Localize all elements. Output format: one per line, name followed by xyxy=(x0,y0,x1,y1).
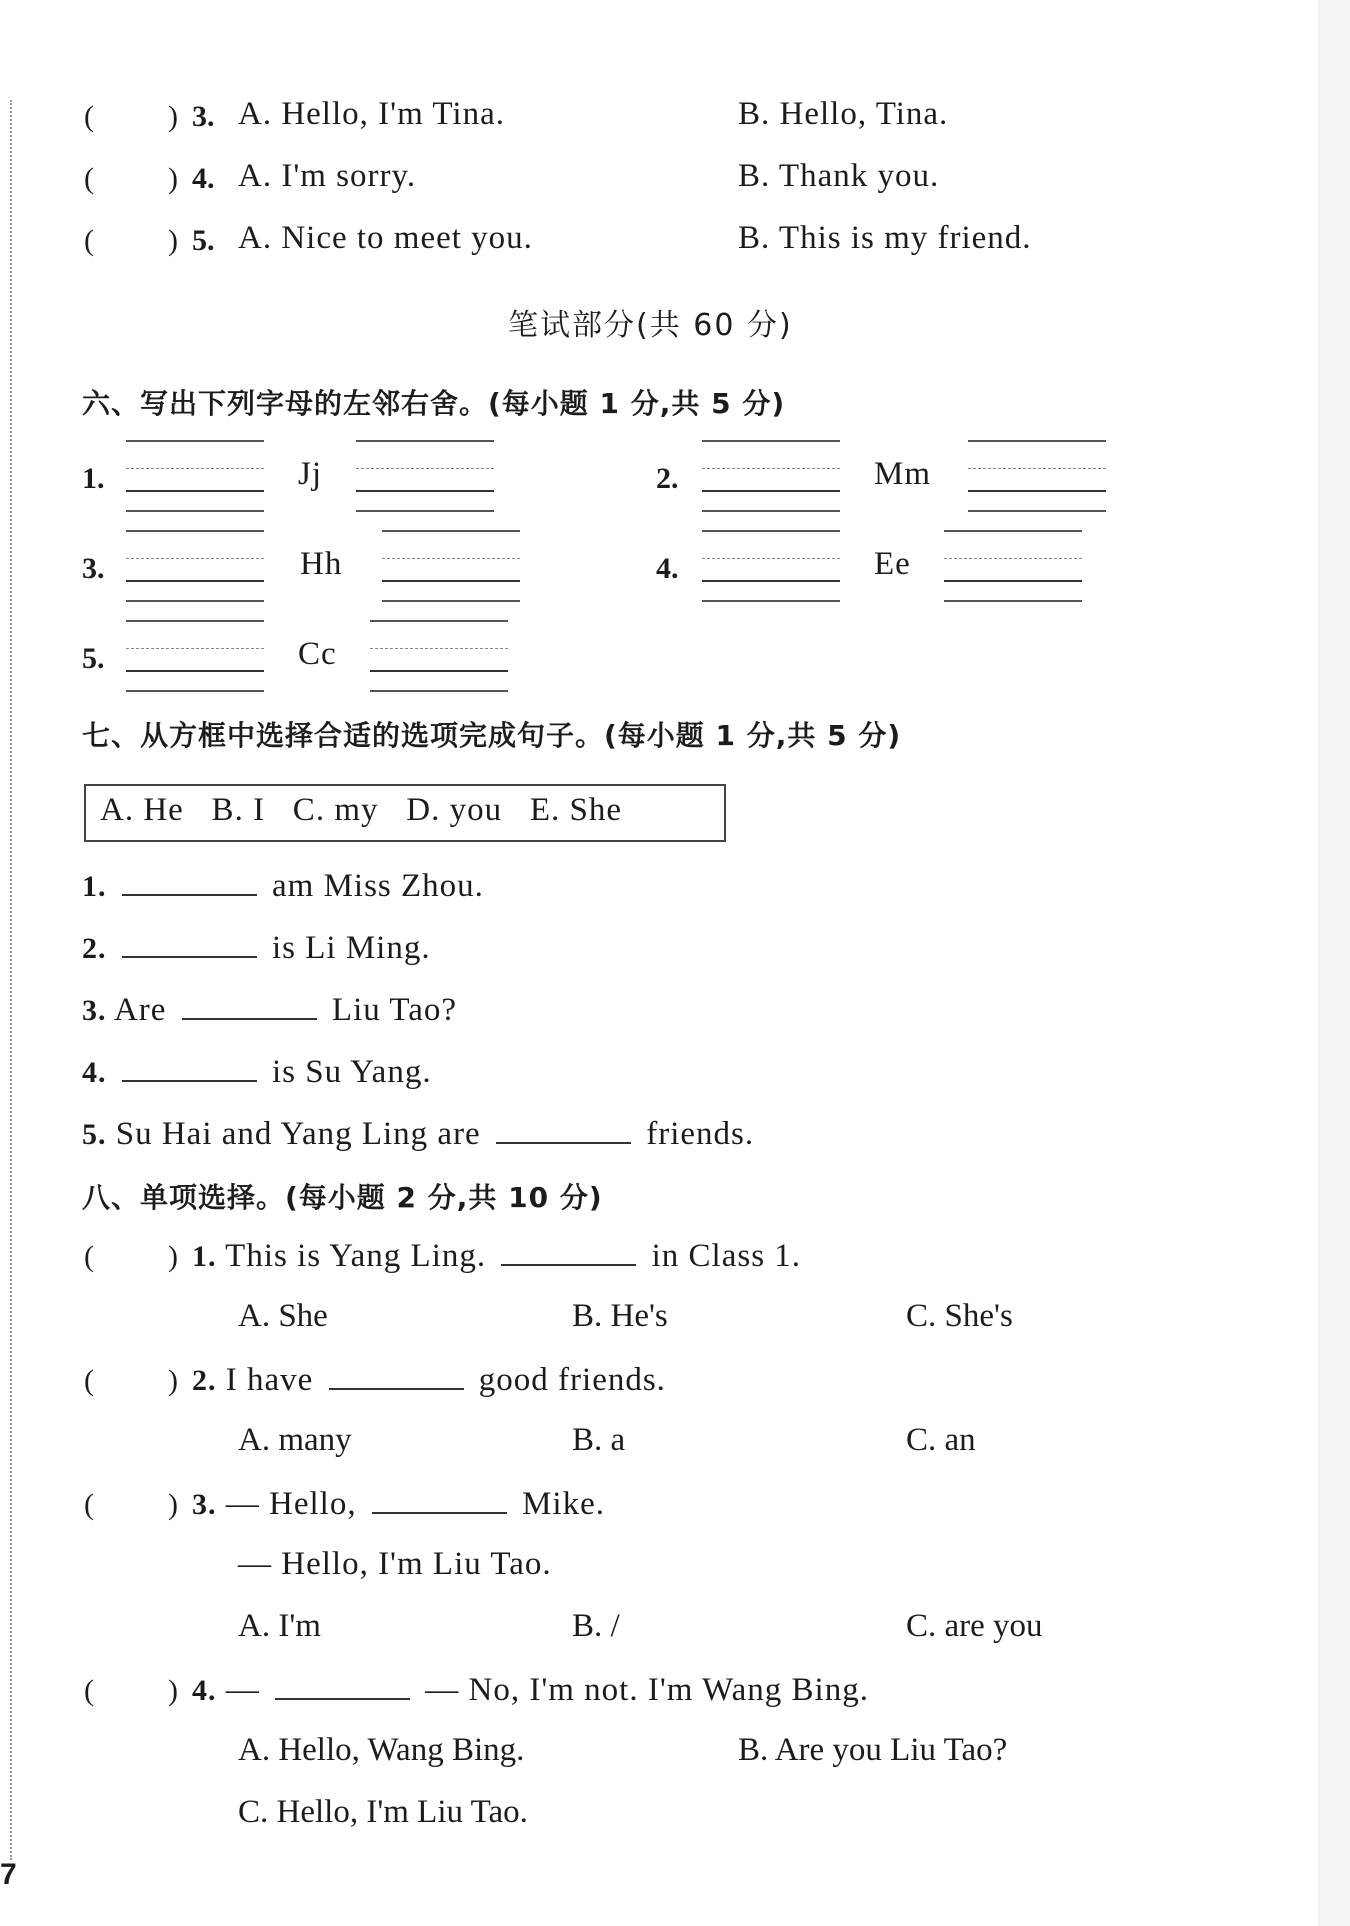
written-section-title: 笔试部分(共 60 分) xyxy=(508,308,793,343)
fill-item-1 xyxy=(82,866,484,905)
option-b: B. Thank you. xyxy=(738,158,940,194)
answer-paren-open: ( xyxy=(84,1488,94,1521)
given-letter: Jj xyxy=(298,456,323,492)
mc-option-c[interactable]: C. She's xyxy=(906,1298,1013,1334)
answer-blank[interactable] xyxy=(501,1236,636,1266)
sentence-after: am Miss Zhou. xyxy=(272,868,484,904)
answer-blank[interactable] xyxy=(122,928,257,958)
mc-option-b[interactable]: B. a xyxy=(572,1422,626,1458)
mc-option-a[interactable]: A. I'm xyxy=(238,1608,321,1644)
answer-paren-open: ( xyxy=(84,1674,94,1707)
mc-option-b[interactable]: B. He's xyxy=(572,1298,668,1334)
section-7-heading: 七、从方框中选择合适的选项完成句子。(每小题 1 分,共 5 分) xyxy=(82,719,902,752)
stem-before: — xyxy=(225,1672,260,1708)
answer-paren-open: ( xyxy=(84,1240,94,1273)
item-number: 5. xyxy=(82,1118,107,1151)
sentence-before: Su Hai and Yang Ling are xyxy=(115,1116,481,1152)
answer-blank[interactable] xyxy=(122,866,257,896)
mc-option-a[interactable]: A. Hello, Wang Bing. xyxy=(238,1732,525,1768)
stem-before: I have xyxy=(225,1362,314,1398)
writing-grid-left[interactable] xyxy=(702,530,840,624)
mc-option-c[interactable]: C. an xyxy=(906,1422,976,1458)
item-number: 4. xyxy=(656,552,679,585)
answer-paren-close: ) xyxy=(168,1674,178,1707)
mc-option-b[interactable]: B. Are you Liu Tao? xyxy=(738,1732,1008,1768)
section-6-heading: 六、写出下列字母的左邻右舍。(每小题 1 分,共 5 分) xyxy=(82,387,786,420)
stem-after: — No, I'm not. I'm Wang Bing. xyxy=(425,1672,869,1708)
given-letter: Hh xyxy=(300,546,343,582)
given-letter: Ee xyxy=(874,546,911,582)
question-number: 5. xyxy=(192,224,215,257)
mc-option-a[interactable]: A. many xyxy=(238,1422,352,1458)
section-8-heading: 八、单项选择。(每小题 2 分,共 10 分) xyxy=(82,1181,603,1214)
mc-question-2 xyxy=(192,1360,666,1399)
fill-item-5 xyxy=(82,1114,754,1153)
stem-after: good friends. xyxy=(478,1362,666,1398)
question-number: 2. xyxy=(192,1364,217,1397)
answer-blank[interactable] xyxy=(122,1052,257,1082)
mc-option-c[interactable]: C. are you xyxy=(906,1608,1043,1644)
answer-paren-open: ( xyxy=(84,100,94,133)
option-b: B. Hello, Tina. xyxy=(738,96,949,132)
sentence-after: is Li Ming. xyxy=(272,930,431,966)
option-a: A. I'm sorry. xyxy=(238,158,417,194)
answer-paren-open: ( xyxy=(84,224,94,257)
page-edge-shade xyxy=(1318,0,1350,1926)
mc-question-1 xyxy=(192,1236,801,1275)
answer-paren-open: ( xyxy=(84,1364,94,1397)
answer-blank[interactable] xyxy=(496,1114,631,1144)
answer-blank[interactable] xyxy=(329,1360,464,1390)
mc-option-b[interactable]: B. / xyxy=(572,1608,620,1644)
answer-blank[interactable] xyxy=(182,990,317,1020)
writing-grid-left[interactable] xyxy=(126,620,264,714)
answer-paren-close: ) xyxy=(168,224,178,257)
stem-before: This is Yang Ling. xyxy=(225,1238,487,1274)
option-a: A. Hello, I'm Tina. xyxy=(238,96,505,132)
writing-grid-right[interactable] xyxy=(356,440,494,534)
answer-paren-close: ) xyxy=(168,1240,178,1273)
fill-item-4 xyxy=(82,1052,432,1091)
question-number: 4. xyxy=(192,162,215,195)
writing-grid-left[interactable] xyxy=(126,440,264,534)
word-bank-options: A. He B. I C. my D. you E. She xyxy=(100,792,622,828)
stem-after: Mike. xyxy=(522,1486,605,1522)
item-number: 3. xyxy=(82,552,105,585)
given-letter: Mm xyxy=(874,456,932,492)
question-number: 4. xyxy=(192,1674,217,1707)
writing-grid-left[interactable] xyxy=(126,530,264,624)
item-number: 1. xyxy=(82,870,107,903)
page-number: 7 xyxy=(0,1858,17,1891)
fill-item-3 xyxy=(82,990,457,1029)
writing-grid-right[interactable] xyxy=(382,530,520,624)
writing-grid-right[interactable] xyxy=(370,620,508,714)
stem-after: in Class 1. xyxy=(651,1238,802,1274)
mc-question-3 xyxy=(192,1484,605,1523)
answer-paren-close: ) xyxy=(168,1488,178,1521)
answer-paren-close: ) xyxy=(168,162,178,195)
answer-blank[interactable] xyxy=(275,1670,410,1700)
given-letter: Cc xyxy=(298,636,337,672)
question-number: 1. xyxy=(192,1240,217,1273)
mc-option-a[interactable]: A. She xyxy=(238,1298,328,1334)
writing-grid-right[interactable] xyxy=(968,440,1106,534)
binding-dotted-line xyxy=(10,100,12,1860)
word-bank-box xyxy=(84,784,726,842)
answer-paren-close: ) xyxy=(168,1364,178,1397)
stem-before: — Hello, xyxy=(225,1486,357,1522)
question-number: 3. xyxy=(192,100,215,133)
sentence-after: Liu Tao? xyxy=(331,992,458,1028)
option-b: B. This is my friend. xyxy=(738,220,1032,256)
option-a: A. Nice to meet you. xyxy=(238,220,533,256)
writing-grid-right[interactable] xyxy=(944,530,1082,624)
item-number: 4. xyxy=(82,1056,107,1089)
answer-paren-open: ( xyxy=(84,162,94,195)
item-number: 1. xyxy=(82,462,105,495)
fill-item-2 xyxy=(82,928,431,967)
writing-grid-left[interactable] xyxy=(702,440,840,534)
mc-question-4 xyxy=(192,1670,869,1709)
item-number: 3. xyxy=(82,994,107,1027)
item-number: 2. xyxy=(82,932,107,965)
mc-option-c[interactable]: C. Hello, I'm Liu Tao. xyxy=(238,1794,528,1830)
sentence-after: is Su Yang. xyxy=(272,1054,432,1090)
dialogue-reply: — Hello, I'm Liu Tao. xyxy=(238,1546,552,1582)
answer-blank[interactable] xyxy=(372,1484,507,1514)
item-number: 5. xyxy=(82,642,105,675)
item-number: 2. xyxy=(656,462,679,495)
answer-paren-close: ) xyxy=(168,100,178,133)
question-number: 3. xyxy=(192,1488,217,1521)
sentence-after: friends. xyxy=(646,1116,755,1152)
sentence-before: Are xyxy=(113,992,167,1028)
